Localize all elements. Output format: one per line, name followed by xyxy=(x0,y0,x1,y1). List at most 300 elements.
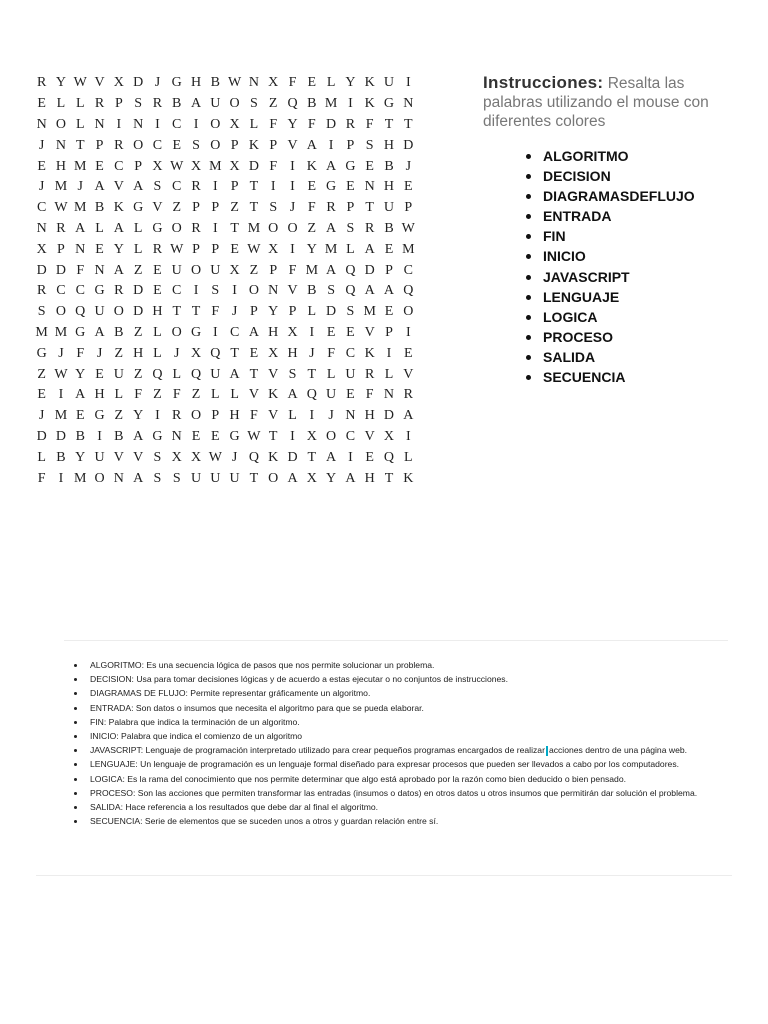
grid-letter[interactable]: X xyxy=(229,158,240,174)
grid-letter[interactable]: P xyxy=(134,158,143,174)
grid-letter[interactable]: V xyxy=(94,75,105,91)
grid-letter[interactable]: S xyxy=(134,96,143,112)
grid-letter[interactable]: W xyxy=(54,200,68,216)
grid-letter[interactable]: R xyxy=(114,283,124,299)
grid-letter[interactable]: V xyxy=(268,408,279,424)
grid-letter[interactable]: C xyxy=(345,345,356,361)
grid-letter[interactable]: L xyxy=(288,408,297,424)
grid-letter[interactable]: S xyxy=(172,470,181,486)
grid-letter[interactable]: D xyxy=(55,428,66,444)
grid-letter[interactable]: C xyxy=(403,262,413,278)
grid-letter[interactable]: T xyxy=(384,116,394,132)
grid-letter[interactable]: A xyxy=(75,387,86,403)
grid-letter[interactable]: F xyxy=(76,262,85,278)
grid-letter[interactable]: R xyxy=(345,116,356,132)
grid-letter[interactable]: U xyxy=(326,387,337,403)
grid-letter[interactable]: U xyxy=(94,304,105,320)
grid-letter[interactable]: E xyxy=(153,262,162,278)
grid-letter[interactable]: X xyxy=(306,470,317,486)
grid-letter[interactable]: H xyxy=(190,75,202,91)
grid-letter[interactable]: Z xyxy=(249,262,259,278)
grid-letter[interactable]: L xyxy=(114,387,124,403)
grid-letter[interactable]: D xyxy=(326,304,337,320)
grid-letter[interactable]: B xyxy=(384,158,394,174)
grid-letter[interactable]: F xyxy=(307,116,316,132)
grid-letter[interactable]: M xyxy=(402,241,415,257)
grid-letter[interactable]: F xyxy=(288,75,297,91)
grid-letter[interactable]: T xyxy=(307,449,317,465)
grid-letter[interactable]: T xyxy=(249,179,259,195)
grid-letter[interactable]: G xyxy=(152,220,163,236)
grid-letter[interactable]: V xyxy=(364,324,375,340)
grid-letter[interactable]: V xyxy=(152,200,163,216)
grid-letter[interactable]: K xyxy=(248,137,259,153)
grid-letter[interactable]: Z xyxy=(191,387,201,403)
grid-letter[interactable]: Z xyxy=(230,200,239,216)
grid-letter[interactable]: W xyxy=(170,158,184,174)
grid-letter[interactable]: S xyxy=(346,304,355,320)
grid-letter[interactable]: M xyxy=(74,470,87,486)
grid-letter[interactable]: R xyxy=(94,96,105,112)
grid-letter[interactable]: Q xyxy=(152,366,163,382)
grid-letter[interactable]: C xyxy=(36,200,47,216)
grid-letter[interactable]: A xyxy=(364,283,375,299)
grid-letter[interactable]: Y xyxy=(268,304,279,320)
grid-letter[interactable]: M xyxy=(54,179,68,195)
grid-letter[interactable]: I xyxy=(212,179,218,195)
grid-letter[interactable]: R xyxy=(191,220,201,236)
grid-letter[interactable]: A xyxy=(75,220,86,236)
grid-letter[interactable]: O xyxy=(326,428,337,444)
grid-letter[interactable]: V xyxy=(113,179,124,195)
grid-letter[interactable]: A xyxy=(94,324,105,340)
grid-letter[interactable]: I xyxy=(212,324,218,340)
grid-letter[interactable]: Y xyxy=(113,241,124,257)
grid-letter[interactable]: E xyxy=(365,449,374,465)
grid-letter[interactable]: Y xyxy=(133,408,144,424)
grid-letter[interactable]: L xyxy=(153,324,162,340)
grid-letter[interactable]: P xyxy=(288,304,297,320)
grid-letter[interactable]: U xyxy=(171,262,182,278)
grid-letter[interactable]: D xyxy=(133,304,144,320)
grid-letter[interactable]: A xyxy=(383,283,395,299)
grid-letter[interactable]: I xyxy=(309,408,315,424)
grid-letter[interactable]: E xyxy=(365,158,374,174)
grid-letter[interactable]: R xyxy=(403,387,413,403)
grid-letter[interactable]: I xyxy=(348,449,353,465)
grid-letter[interactable]: S xyxy=(192,137,200,153)
grid-letter[interactable]: T xyxy=(249,470,259,486)
grid-letter[interactable]: J xyxy=(58,345,64,361)
grid-letter[interactable]: Z xyxy=(133,366,143,382)
grid-letter[interactable]: O xyxy=(133,137,144,153)
grid-letter[interactable]: S xyxy=(153,470,162,486)
grid-letter[interactable]: J xyxy=(38,408,45,424)
grid-letter[interactable]: Y xyxy=(75,449,86,465)
grid-letter[interactable]: L xyxy=(153,345,162,361)
grid-letter[interactable]: I xyxy=(309,324,315,340)
grid-letter[interactable]: E xyxy=(95,366,104,382)
grid-letter[interactable]: I xyxy=(155,408,160,424)
grid-letter[interactable]: E xyxy=(249,345,259,361)
grid-letter[interactable]: K xyxy=(306,158,317,174)
grid-letter[interactable]: C xyxy=(172,179,182,195)
grid-letter[interactable]: X xyxy=(268,75,279,91)
grid-letter[interactable]: I xyxy=(232,283,237,299)
grid-letter[interactable]: X xyxy=(190,345,202,361)
grid-letter[interactable]: V xyxy=(287,283,298,299)
grid-letter[interactable]: T xyxy=(365,200,374,216)
grid-letter[interactable]: A xyxy=(287,470,298,486)
grid-letter[interactable]: P xyxy=(230,137,239,153)
grid-letter[interactable]: A xyxy=(326,220,337,236)
grid-letter[interactable]: H xyxy=(287,345,298,361)
grid-letter[interactable]: N xyxy=(383,387,395,403)
grid-letter[interactable]: U xyxy=(345,366,356,382)
grid-letter[interactable]: T xyxy=(307,366,317,382)
grid-letter[interactable]: Q xyxy=(190,366,202,382)
grid-letter[interactable]: E xyxy=(153,283,162,299)
grid-letter[interactable]: Q xyxy=(210,345,221,361)
grid-letter[interactable]: Z xyxy=(172,200,181,216)
grid-letter[interactable]: J xyxy=(289,200,296,216)
grid-letter[interactable]: P xyxy=(230,179,239,195)
grid-letter[interactable]: V xyxy=(133,449,144,465)
grid-letter[interactable]: J xyxy=(38,137,45,153)
grid-letter[interactable]: R xyxy=(152,241,163,257)
grid-letter[interactable]: N xyxy=(36,220,47,236)
grid-letter[interactable]: G xyxy=(75,324,86,340)
grid-letter[interactable]: C xyxy=(56,283,66,299)
grid-letter[interactable]: L xyxy=(230,387,239,403)
grid-letter[interactable]: H xyxy=(55,158,66,174)
grid-letter[interactable]: D xyxy=(36,262,47,278)
grid-letter[interactable]: I xyxy=(290,241,295,257)
grid-letter[interactable]: C xyxy=(114,158,124,174)
grid-letter[interactable]: I xyxy=(405,75,411,91)
grid-letter[interactable]: E xyxy=(230,241,239,257)
grid-letter[interactable]: L xyxy=(172,366,181,382)
grid-letter[interactable]: D xyxy=(55,262,66,278)
grid-letter[interactable]: U xyxy=(210,470,221,486)
grid-letter[interactable]: C xyxy=(172,283,182,299)
grid-letter[interactable]: A xyxy=(306,137,317,153)
grid-letter[interactable]: M xyxy=(54,324,68,340)
grid-letter[interactable]: N xyxy=(94,116,105,132)
grid-letter[interactable]: M xyxy=(209,158,222,174)
grid-letter[interactable]: D xyxy=(133,75,144,91)
grid-letter[interactable]: L xyxy=(95,220,104,236)
grid-letter[interactable]: V xyxy=(248,387,259,403)
grid-letter[interactable]: F xyxy=(327,345,335,361)
grid-letter[interactable]: V xyxy=(287,137,298,153)
grid-letter[interactable]: X xyxy=(190,158,202,174)
grid-letter[interactable]: B xyxy=(172,96,182,112)
grid-letter[interactable]: R xyxy=(36,283,47,299)
grid-letter[interactable]: E xyxy=(307,179,317,195)
grid-letter[interactable]: T xyxy=(230,345,239,361)
grid-letter[interactable]: I xyxy=(193,116,199,132)
grid-letter[interactable]: L xyxy=(56,96,66,112)
grid-letter[interactable]: W xyxy=(247,428,261,444)
grid-letter[interactable]: L xyxy=(37,449,46,465)
grid-letter[interactable]: O xyxy=(171,324,182,340)
grid-letter[interactable]: F xyxy=(307,200,316,216)
grid-letter[interactable]: U xyxy=(210,262,221,278)
grid-letter[interactable]: B xyxy=(114,324,124,340)
grid-letter[interactable]: W xyxy=(401,220,415,236)
grid-letter[interactable]: W xyxy=(73,75,87,91)
grid-letter[interactable]: U xyxy=(94,449,105,465)
grid-letter[interactable]: O xyxy=(55,116,66,132)
grid-letter[interactable]: F xyxy=(134,387,143,403)
grid-letter[interactable]: D xyxy=(326,116,337,132)
grid-letter[interactable]: P xyxy=(404,200,413,216)
grid-letter[interactable]: L xyxy=(249,116,259,132)
grid-letter[interactable]: J xyxy=(328,408,334,424)
grid-letter[interactable]: F xyxy=(365,116,374,132)
grid-letter[interactable]: T xyxy=(75,137,85,153)
grid-letter[interactable]: C xyxy=(172,116,182,132)
grid-letter[interactable]: W xyxy=(208,449,222,465)
grid-letter[interactable]: A xyxy=(229,366,240,382)
grid-letter[interactable]: G xyxy=(345,158,356,174)
grid-letter[interactable]: R xyxy=(326,200,336,216)
grid-letter[interactable]: G xyxy=(171,75,182,91)
grid-letter[interactable]: T xyxy=(191,304,201,320)
grid-letter[interactable]: P xyxy=(385,324,393,340)
word-search-grid[interactable] xyxy=(32,73,424,489)
grid-letter[interactable]: R xyxy=(56,220,66,236)
grid-letter[interactable]: B xyxy=(75,428,85,444)
grid-letter[interactable]: P xyxy=(250,304,258,320)
grid-letter[interactable]: P xyxy=(269,137,278,153)
grid-letter[interactable]: I xyxy=(348,96,353,112)
grid-letter[interactable]: E xyxy=(326,324,336,340)
grid-letter[interactable]: C xyxy=(75,283,85,299)
grid-letter[interactable]: S xyxy=(37,304,46,320)
grid-letter[interactable]: O xyxy=(268,220,279,236)
grid-letter[interactable]: L xyxy=(307,304,317,320)
grid-letter[interactable]: Z xyxy=(114,408,124,424)
grid-letter[interactable]: D xyxy=(287,449,298,465)
grid-letter[interactable]: O xyxy=(94,470,105,486)
grid-letter[interactable]: E xyxy=(211,428,220,444)
grid-letter[interactable]: O xyxy=(287,220,298,236)
grid-letter[interactable]: Y xyxy=(287,116,298,132)
grid-letter[interactable]: D xyxy=(383,408,395,424)
grid-letter[interactable]: X xyxy=(229,262,240,278)
grid-letter[interactable]: N xyxy=(113,470,124,486)
grid-letter[interactable]: N xyxy=(268,283,279,299)
grid-letter[interactable]: E xyxy=(404,345,413,361)
grid-letter[interactable]: Q xyxy=(75,304,86,320)
grid-letter[interactable]: Y xyxy=(345,75,356,91)
grid-letter[interactable]: B xyxy=(94,200,105,216)
grid-letter[interactable]: M xyxy=(324,241,338,257)
grid-letter[interactable]: U xyxy=(113,366,124,382)
grid-letter[interactable]: T xyxy=(172,304,181,320)
grid-letter[interactable]: I xyxy=(116,116,122,132)
grid-letter[interactable]: X xyxy=(287,324,298,340)
grid-letter[interactable]: O xyxy=(403,304,414,320)
grid-letter[interactable]: N xyxy=(248,75,259,91)
grid-letter[interactable]: L xyxy=(133,220,143,236)
grid-letter[interactable]: A xyxy=(364,241,375,257)
grid-letter[interactable]: M xyxy=(74,200,87,216)
grid-letter[interactable]: G xyxy=(94,283,105,299)
grid-letter[interactable]: S xyxy=(250,96,258,112)
grid-letter[interactable]: W xyxy=(170,241,184,257)
grid-letter[interactable]: J xyxy=(96,345,103,361)
grid-letter[interactable]: K xyxy=(268,387,279,403)
grid-letter[interactable]: T xyxy=(384,470,394,486)
grid-letter[interactable]: A xyxy=(326,262,337,278)
grid-letter[interactable]: I xyxy=(97,428,102,444)
grid-letter[interactable]: G xyxy=(326,179,337,195)
grid-letter[interactable]: I xyxy=(270,179,276,195)
grid-letter[interactable]: N xyxy=(55,137,66,153)
grid-letter[interactable]: P xyxy=(211,408,220,424)
grid-letter[interactable]: E xyxy=(37,96,46,112)
grid-letter[interactable]: S xyxy=(153,179,162,195)
grid-letter[interactable]: P xyxy=(346,137,355,153)
grid-letter[interactable]: B xyxy=(384,220,394,236)
grid-letter[interactable]: C xyxy=(345,428,356,444)
grid-letter[interactable]: Z xyxy=(133,324,143,340)
grid-letter[interactable]: I xyxy=(290,179,295,195)
grid-letter[interactable]: H xyxy=(268,324,279,340)
grid-letter[interactable]: H xyxy=(364,408,375,424)
grid-letter[interactable]: E xyxy=(346,179,355,195)
grid-letter[interactable]: E xyxy=(75,408,85,424)
grid-letter[interactable]: I xyxy=(405,324,411,340)
grid-letter[interactable]: A xyxy=(248,324,259,340)
grid-letter[interactable]: P xyxy=(346,200,355,216)
grid-letter[interactable]: D xyxy=(364,262,375,278)
grid-letter[interactable]: F xyxy=(172,387,181,403)
grid-letter[interactable]: A xyxy=(133,179,144,195)
grid-letter[interactable]: N xyxy=(403,96,414,112)
grid-letter[interactable]: Z xyxy=(307,220,317,236)
grid-letter[interactable]: O xyxy=(210,137,221,153)
grid-letter[interactable]: T xyxy=(404,116,413,132)
grid-letter[interactable]: L xyxy=(75,96,85,112)
grid-letter[interactable]: S xyxy=(365,137,374,153)
grid-letter[interactable]: V xyxy=(403,366,414,382)
grid-letter[interactable]: H xyxy=(152,304,163,320)
grid-letter[interactable]: Q xyxy=(403,283,414,299)
grid-letter[interactable]: L xyxy=(326,75,336,91)
grid-letter[interactable]: E xyxy=(384,304,394,320)
grid-letter[interactable]: R xyxy=(172,408,182,424)
grid-letter[interactable]: S xyxy=(346,220,355,236)
grid-letter[interactable]: I xyxy=(58,470,64,486)
grid-letter[interactable]: O xyxy=(229,96,240,112)
grid-letter[interactable]: A xyxy=(326,449,337,465)
grid-letter[interactable]: Q xyxy=(248,449,259,465)
grid-letter[interactable]: X xyxy=(383,428,395,444)
grid-letter[interactable]: I xyxy=(386,345,392,361)
grid-letter[interactable]: O xyxy=(55,304,66,320)
grid-letter[interactable]: O xyxy=(190,408,202,424)
grid-letter[interactable]: E xyxy=(404,179,413,195)
grid-letter[interactable]: I xyxy=(328,137,334,153)
grid-letter[interactable]: E xyxy=(346,324,355,340)
grid-letter[interactable]: Z xyxy=(114,345,124,361)
grid-letter[interactable]: X xyxy=(190,449,202,465)
grid-letter[interactable]: N xyxy=(133,116,144,132)
grid-letter[interactable]: D xyxy=(36,428,47,444)
grid-letter[interactable]: M xyxy=(305,262,319,278)
grid-letter[interactable]: O xyxy=(171,220,182,236)
grid-letter[interactable]: O xyxy=(113,304,124,320)
grid-letter[interactable]: P xyxy=(269,262,278,278)
grid-letter[interactable]: B xyxy=(114,428,124,444)
grid-letter[interactable]: P xyxy=(192,241,200,257)
grid-letter[interactable]: I xyxy=(212,220,218,236)
grid-letter[interactable]: J xyxy=(38,179,45,195)
grid-letter[interactable]: J xyxy=(231,304,238,320)
grid-letter[interactable]: N xyxy=(364,179,375,195)
grid-letter[interactable]: R xyxy=(191,179,201,195)
grid-letter[interactable]: O xyxy=(210,116,221,132)
grid-letter[interactable]: R xyxy=(365,366,375,382)
grid-letter[interactable]: U xyxy=(383,75,395,91)
grid-letter[interactable]: A xyxy=(113,262,124,278)
grid-letter[interactable]: E xyxy=(384,241,394,257)
grid-letter[interactable]: K xyxy=(403,470,414,486)
grid-letter[interactable]: A xyxy=(94,179,105,195)
grid-letter[interactable]: M xyxy=(35,324,48,340)
grid-letter[interactable]: E xyxy=(37,387,46,403)
grid-letter[interactable]: B xyxy=(56,449,66,465)
grid-letter[interactable]: V xyxy=(113,449,124,465)
grid-letter[interactable]: E xyxy=(95,158,104,174)
grid-letter[interactable]: X xyxy=(152,158,163,174)
grid-letter[interactable]: V xyxy=(268,366,279,382)
grid-letter[interactable]: W xyxy=(247,241,261,257)
grid-letter[interactable]: R xyxy=(36,75,47,91)
grid-letter[interactable]: M xyxy=(247,220,261,236)
grid-letter[interactable]: U xyxy=(229,470,240,486)
grid-letter[interactable]: A xyxy=(113,220,124,236)
grid-letter[interactable]: Q xyxy=(287,96,298,112)
grid-letter[interactable]: G xyxy=(152,428,163,444)
grid-letter[interactable]: F xyxy=(250,408,258,424)
grid-letter[interactable]: E xyxy=(307,75,317,91)
grid-letter[interactable]: Y xyxy=(55,75,66,91)
grid-letter[interactable]: L xyxy=(211,387,220,403)
grid-letter[interactable]: H xyxy=(383,179,395,195)
grid-letter[interactable]: H xyxy=(94,387,105,403)
grid-letter[interactable]: E xyxy=(172,137,181,153)
grid-letter[interactable]: I xyxy=(193,283,199,299)
grid-letter[interactable]: S xyxy=(327,283,335,299)
grid-letter[interactable]: L xyxy=(133,241,143,257)
grid-letter[interactable]: K xyxy=(364,345,375,361)
grid-letter[interactable]: F xyxy=(76,345,85,361)
grid-letter[interactable]: O xyxy=(268,470,279,486)
grid-letter[interactable]: C xyxy=(152,137,163,153)
grid-letter[interactable]: V xyxy=(364,428,375,444)
grid-letter[interactable]: R xyxy=(114,137,124,153)
grid-letter[interactable]: E xyxy=(37,158,46,174)
grid-letter[interactable]: P xyxy=(192,200,200,216)
grid-letter[interactable]: Q xyxy=(306,387,317,403)
grid-letter[interactable]: H xyxy=(364,470,375,486)
grid-letter[interactable]: N xyxy=(94,262,105,278)
